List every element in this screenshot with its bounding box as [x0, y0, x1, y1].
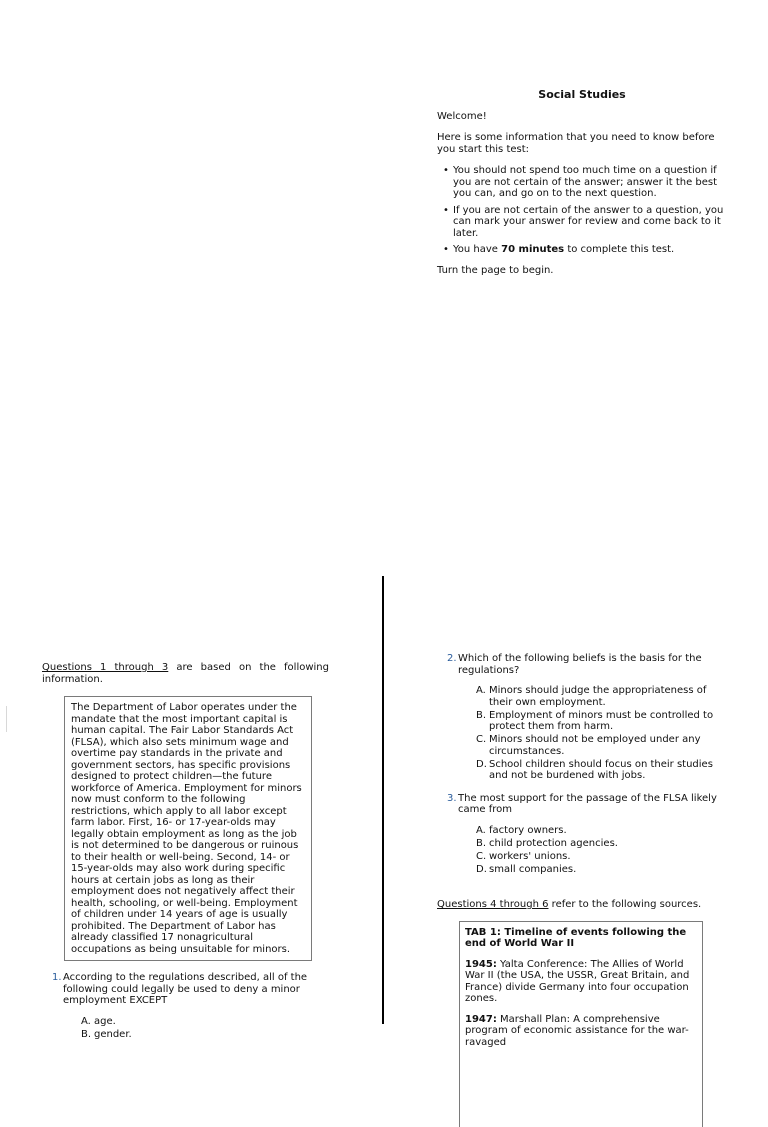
answer-option[interactable] — [476, 838, 727, 850]
time-prefix: You have — [453, 244, 502, 255]
time-limit: 70 minutes — [501, 244, 565, 255]
answer-options — [458, 685, 727, 782]
option-text: gender. — [94, 1028, 132, 1040]
turn-page-text: Turn the page to begin. — [437, 264, 554, 276]
option-letter: B. — [476, 709, 487, 721]
test-intro-page — [437, 89, 727, 276]
questions-range-link[interactable]: Questions 1 through 3 — [42, 662, 169, 673]
question-number: 3. — [447, 792, 457, 804]
option-letter: B. — [81, 1028, 92, 1040]
option-letter: A. — [476, 685, 486, 696]
question-2 — [437, 653, 727, 782]
question-number: 2. — [447, 653, 457, 664]
question-number: 1. — [52, 972, 62, 983]
answer-option[interactable] — [476, 851, 727, 863]
instruction-item-time — [437, 244, 727, 256]
option-text: age. — [94, 1015, 116, 1027]
question-3 — [437, 793, 727, 876]
sources-reference — [437, 899, 727, 911]
right-column — [437, 653, 727, 1127]
option-text: Minors should judge the appropriateness of their own employment. — [489, 685, 707, 708]
reading-passage: The Department of Labor operates under the mandate that the most important capital is human capital. The Fair Labor Standards Act (FLSA), which also sets minimum wage and overtime pay standards in the private and government sectors, has specific provisions designed to protect children—the future workforce of America. Employment for minors now must conform to the following restrictions, which apply to all labor except farm labor. First, 16- or 17-year-olds may legally obtain employment as long as the job is not determined to be dangerous or ruinous to their health or well-being. Second, 14- or 15-year-olds may also work during specific hours at certain jobs as long as their employment does not negatively affect their health, schooling, or well-being. Employment of children under 14 years of age is usually prohibited. The Department of Labor has already classified 17 nonagricultural occupations as being unsuitable for minors. — [64, 696, 312, 961]
option-letter: A. — [476, 824, 486, 836]
answer-options — [458, 825, 727, 876]
option-letter: C. — [476, 850, 487, 862]
timeline-event — [465, 959, 697, 1005]
option-letter: B. — [476, 837, 487, 849]
option-text: workers' unions. — [489, 850, 571, 862]
answer-option[interactable] — [476, 759, 727, 782]
answer-option[interactable] — [476, 685, 727, 708]
option-letter: D. — [476, 863, 487, 875]
event-year: 1947: — [465, 1013, 497, 1025]
questions-reference — [42, 662, 329, 685]
event-text: Marshall Plan: A comprehensive program of economic assistance for the war-ravaged — [465, 1013, 689, 1048]
event-text: Yalta Conference: The Allies of World War II (the USA, the USSR, Great Britain, and France) divide Germany into four occupation zones. — [465, 958, 690, 1004]
answer-options — [63, 1016, 329, 1041]
event-year: 1945: — [465, 958, 497, 970]
question-1 — [42, 972, 329, 1040]
page-title: Social Studies — [538, 88, 626, 101]
option-text: factory owners. — [489, 824, 567, 836]
option-letter: C. — [476, 734, 487, 745]
answer-option[interactable] — [81, 1029, 329, 1041]
answer-option[interactable] — [476, 734, 727, 757]
option-letter: D. — [476, 758, 487, 770]
time-suffix: to complete this test. — [564, 244, 675, 255]
sources-reference-rest: refer to the following sources. — [548, 899, 702, 910]
question-text: The most support for the passage of the FLSA likely came from — [458, 792, 717, 815]
question-text: Which of the following beliefs is the basis for the regulations? — [458, 653, 702, 676]
answer-option[interactable] — [476, 825, 727, 837]
option-text: School children should focus on their studies and not be burdened with jobs. — [489, 758, 713, 781]
instruction-item: • If you are not certain of the answer to a question, you can mark your answer for review and come back to it later. — [437, 205, 727, 240]
timeline-event — [465, 1014, 697, 1049]
answer-option[interactable] — [81, 1016, 329, 1028]
welcome-text: Welcome! — [437, 110, 487, 122]
option-letter: A. — [81, 1015, 91, 1027]
sources-range-link[interactable]: Questions 4 through 6 — [437, 899, 549, 910]
tab-title: TAB 1: Timeline of events following the end of World War II — [465, 926, 687, 949]
option-text: small companies. — [489, 863, 577, 875]
info-text: Here is some information that you need to know before you start this test: — [437, 132, 715, 155]
option-text: child protection agencies. — [489, 837, 618, 849]
instructions-list — [437, 165, 727, 256]
scroll-edge-mark — [6, 706, 7, 732]
answer-option[interactable] — [476, 864, 727, 876]
questions-reference-rest: are based on the following information. — [42, 662, 329, 685]
instruction-item: • You should not spend too much time on a question if you are not certain of the answer; answer it the best you can, and go on to the next question. — [437, 165, 727, 200]
left-column — [42, 662, 329, 1042]
option-text: Employment of minors must be controlled to protect them from harm. — [489, 709, 714, 732]
column-divider — [382, 576, 384, 1024]
question-text: According to the regulations described, all of the following could legally be used to deny a minor employment EXCEPT — [63, 972, 308, 1006]
option-text: Minors should not be employed under any circumstances. — [489, 734, 701, 757]
answer-option[interactable] — [476, 710, 727, 733]
